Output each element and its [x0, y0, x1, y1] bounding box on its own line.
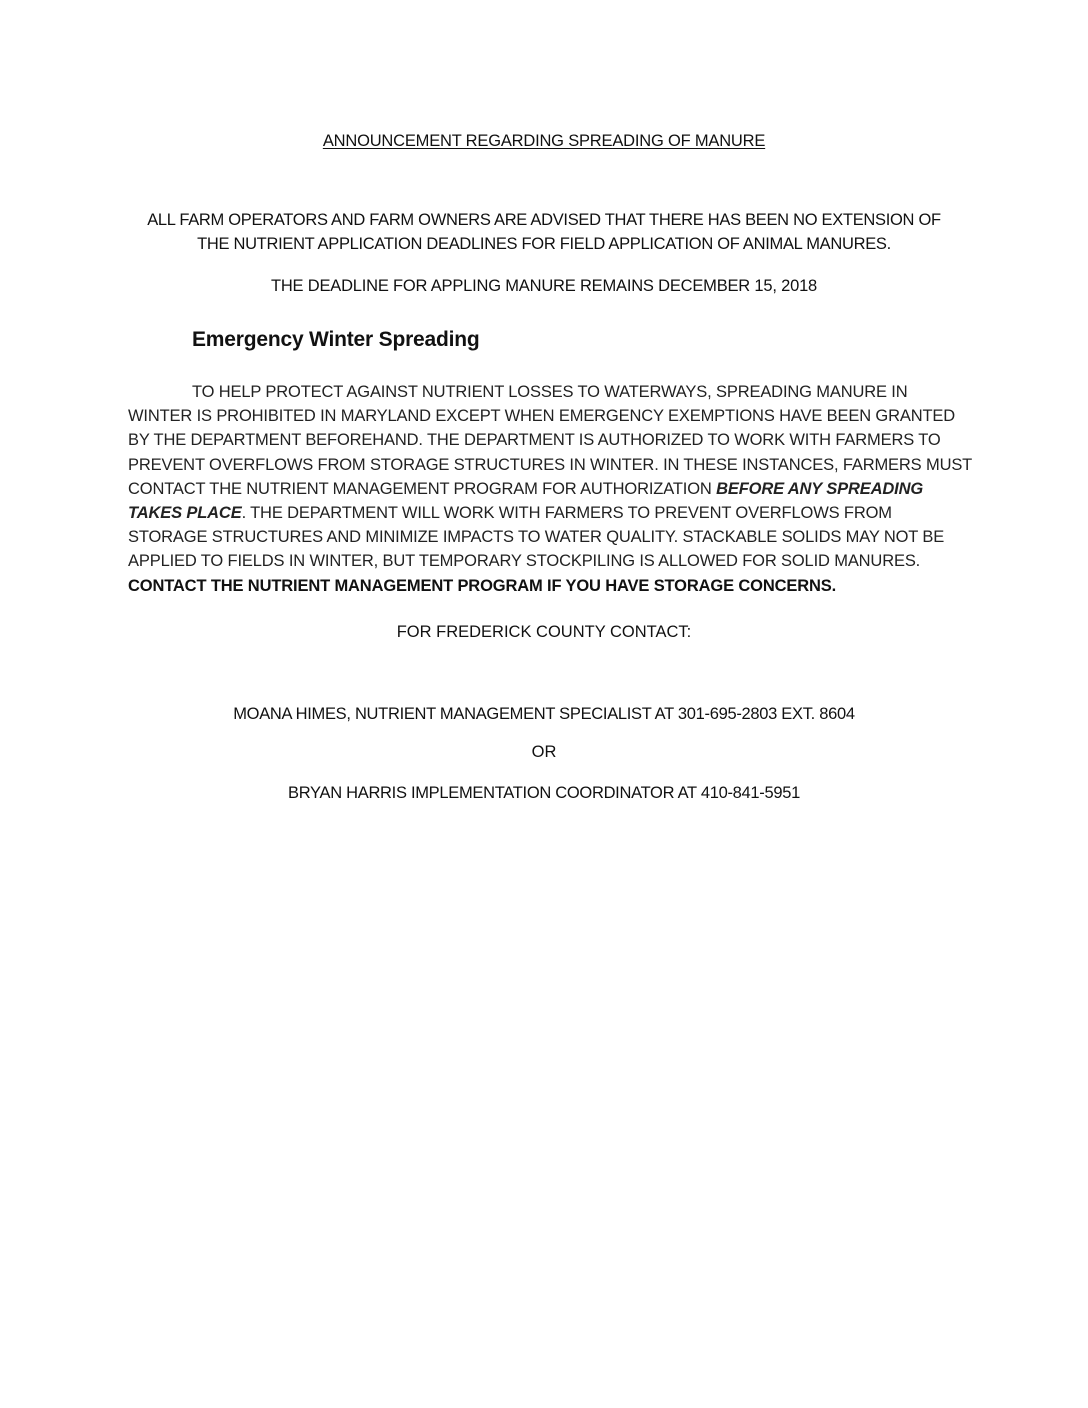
deadline-notice: THE DEADLINE FOR APPLING MANURE REMAINS DECEMBER 15, 2018: [270, 277, 818, 295]
paragraph-line: [128, 574, 958, 598]
paragraph-line: [128, 501, 958, 525]
paragraph-line: STORAGE STRUCTURES AND MINIMIZE IMPACTS TO WATER QUALITY. STACKABLE SOLIDS MAY NOT BE: [128, 528, 945, 547]
contacts-header: FOR FREDERICK COUNTY CONTACT:: [396, 623, 692, 641]
emphasis-text: BEFORE ANY SPREADING: [716, 479, 924, 498]
contact-moana-himes: MOANA HIMES, NUTRIENT MANAGEMENT SPECIALIST AT 301-695-2803 EXT. 8604: [233, 705, 855, 723]
paragraph-line: TO HELP PROTECT AGAINST NUTRIENT LOSSES TO WATERWAYS, SPREADING MANURE IN: [192, 383, 908, 401]
paragraph-line: PREVENT OVERFLOWS FROM STORAGE STRUCTURES IN WINTER. IN THESE INSTANCES, FARMERS MUST: [128, 455, 973, 474]
body-paragraph: [128, 380, 973, 598]
advisory-line-2: THE NUTRIENT APPLICATION DEADLINES FOR FIELD APPLICATION OF ANIMAL MANURES.: [197, 235, 891, 253]
paragraph-line: [128, 477, 958, 501]
contact-separator: OR: [531, 743, 557, 761]
paragraph-text: . THE DEPARTMENT WILL WORK WITH FARMERS TO PREVENT OVERFLOWS FROM: [241, 504, 892, 523]
emphasis-text: TAKES PLACE: [128, 504, 242, 523]
advisory-notice: [0, 208, 1088, 256]
advisory-line-1: ALL FARM OPERATORS AND FARM OWNERS ARE ADVISED THAT THERE HAS BEEN NO EXTENSION OF: [147, 211, 941, 229]
paragraph-line: WINTER IS PROHIBITED IN MARYLAND EXCEPT WHEN EMERGENCY EXEMPTIONS HAVE BEEN GRANTED: [128, 407, 956, 426]
bold-contact-notice: CONTACT THE NUTRIENT MANAGEMENT PROGRAM IF YOU HAVE STORAGE CONCERNS.: [128, 576, 837, 595]
paragraph-line: APPLIED TO FIELDS IN WINTER, BUT TEMPORARY STOCKPILING IS ALLOWED FOR SOLID MANURES.: [128, 552, 921, 571]
announcement-title: ANNOUNCEMENT REGARDING SPREADING OF MANURE: [322, 132, 766, 150]
paragraph-text: CONTACT THE NUTRIENT MANAGEMENT PROGRAM FOR AUTHORIZATION: [128, 479, 717, 498]
section-heading: Emergency Winter Spreading: [192, 328, 480, 351]
contact-bryan-harris: BRYAN HARRIS IMPLEMENTATION COORDINATOR AT 410-841-5951: [288, 784, 800, 802]
paragraph-line: BY THE DEPARTMENT BEFOREHAND. THE DEPARTMENT IS AUTHORIZED TO WORK WITH FARMERS TO: [128, 431, 941, 450]
